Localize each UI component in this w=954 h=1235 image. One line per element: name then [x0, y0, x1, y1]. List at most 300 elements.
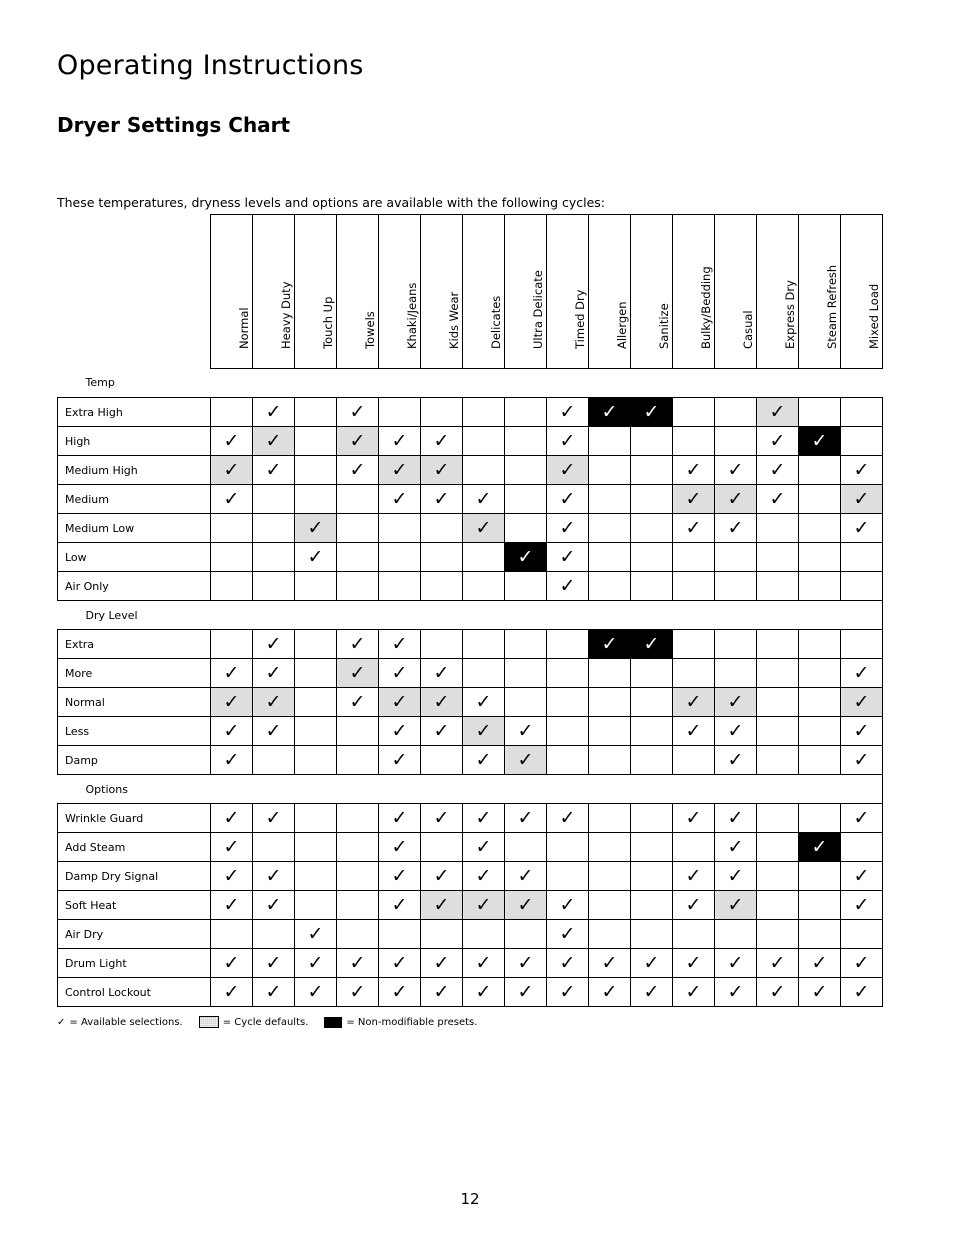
empty-cell: [547, 717, 589, 746]
check-icon: ✓: [475, 806, 492, 829]
empty-cell: [631, 746, 673, 775]
check-icon: ✓: [349, 458, 366, 481]
cycle-default-cell: [253, 688, 295, 717]
check-icon: ✓: [559, 806, 576, 829]
setting-label: More: [58, 659, 211, 688]
check-icon: ✓: [475, 487, 492, 510]
cycle-default-cell: [337, 659, 379, 688]
check-icon: ✓: [601, 980, 618, 1003]
available-cell: [379, 862, 421, 891]
available-cell: [211, 804, 253, 833]
available-cell: [715, 833, 757, 862]
check-icon: ✓: [727, 980, 744, 1003]
empty-cell: [379, 920, 421, 949]
available-cell: [715, 717, 757, 746]
available-cell: [379, 630, 421, 659]
empty-cell: [589, 485, 631, 514]
empty-cell: [841, 543, 883, 572]
table-row: [58, 514, 883, 543]
available-cell: [253, 978, 295, 1007]
check-icon: ✓: [475, 951, 492, 974]
available-cell: [253, 630, 295, 659]
setting-label: Extra High: [58, 398, 211, 427]
available-cell: [715, 949, 757, 978]
empty-cell: [841, 398, 883, 427]
check-icon: ✓: [349, 951, 366, 974]
empty-cell: [337, 804, 379, 833]
cycle-header: [505, 215, 547, 369]
empty-cell: [295, 688, 337, 717]
empty-cell: [421, 572, 463, 601]
section-label: Temp: [85, 376, 115, 390]
empty-cell: [547, 659, 589, 688]
check-icon: ✓: [559, 922, 576, 945]
cycle-label: Bulky/Bedding: [698, 266, 713, 349]
empty-cell: [505, 659, 547, 688]
check-icon: ✓: [853, 516, 870, 539]
setting-label: Normal: [58, 688, 211, 717]
empty-cell: [463, 398, 505, 427]
empty-cell: [253, 572, 295, 601]
empty-cell: [673, 398, 715, 427]
empty-cell: [757, 891, 799, 920]
check-icon: ✓: [475, 719, 492, 742]
cycle-header: [421, 215, 463, 369]
check-icon: ✓: [853, 748, 870, 771]
check-icon: ✓: [685, 806, 702, 829]
check-icon: ✓: [727, 748, 744, 771]
cycle-label: Timed Dry: [572, 289, 587, 349]
available-cell: [841, 978, 883, 1007]
available-cell: [463, 804, 505, 833]
empty-cell: [463, 572, 505, 601]
check-icon: ✓: [433, 661, 450, 684]
available-cell: [547, 514, 589, 543]
available-cell: [547, 572, 589, 601]
dryer-settings-table: [57, 214, 883, 1007]
empty-cell: [589, 862, 631, 891]
setting-label: Medium High: [58, 456, 211, 485]
empty-cell: [589, 688, 631, 717]
check-icon: ✓: [643, 632, 660, 655]
check-icon: ✓: [433, 719, 450, 742]
empty-cell: [589, 804, 631, 833]
setting-label: Medium Low: [58, 514, 211, 543]
cycle-header: [295, 215, 337, 369]
available-cell: [337, 949, 379, 978]
empty-cell: [715, 427, 757, 456]
check-icon: ✓: [349, 980, 366, 1003]
available-cell: [253, 398, 295, 427]
intro-text: These temperatures, dryness levels and options are available with the following cycles:: [57, 195, 606, 210]
cycle-header: [379, 215, 421, 369]
cycle-header: [589, 215, 631, 369]
section-header-row: [58, 601, 883, 630]
empty-cell: [463, 456, 505, 485]
available-cell: [421, 659, 463, 688]
check-icon: ✓: [517, 980, 534, 1003]
available-cell: [547, 543, 589, 572]
check-icon: ✓: [475, 980, 492, 1003]
check-icon: ✓: [853, 690, 870, 713]
empty-cell: [757, 717, 799, 746]
empty-cell: [505, 427, 547, 456]
empty-cell: [505, 398, 547, 427]
table-row: [58, 746, 883, 775]
table-row: [58, 543, 883, 572]
empty-cell: [337, 514, 379, 543]
available-cell: [421, 804, 463, 833]
available-cell: [799, 978, 841, 1007]
cycle-header: [673, 215, 715, 369]
available-cell: [379, 659, 421, 688]
available-cell: [379, 746, 421, 775]
cycle-header-row: [58, 215, 883, 369]
legend-defaults-label: = Cycle defaults.: [222, 1016, 309, 1028]
empty-cell: [715, 920, 757, 949]
available-cell: [379, 427, 421, 456]
available-cell: [715, 978, 757, 1007]
check-icon: ✓: [433, 487, 450, 510]
check-icon: ✓: [265, 400, 282, 423]
available-cell: [673, 891, 715, 920]
available-cell: [463, 485, 505, 514]
table-row: [58, 717, 883, 746]
cycle-default-swatch: [199, 1016, 219, 1028]
table-row: [58, 630, 883, 659]
available-cell: [547, 949, 589, 978]
check-icon: ✓: [265, 458, 282, 481]
empty-cell: [799, 891, 841, 920]
empty-cell: [211, 514, 253, 543]
setting-label: Medium: [58, 485, 211, 514]
empty-cell: [505, 920, 547, 949]
check-icon: ✓: [685, 690, 702, 713]
check-icon: ✓: [265, 864, 282, 887]
check-icon: ✓: [517, 806, 534, 829]
available-cell: [379, 485, 421, 514]
cycle-label: Mixed Load: [866, 283, 881, 349]
available-cell: [589, 978, 631, 1007]
empty-cell: [547, 630, 589, 659]
setting-label: Damp: [58, 746, 211, 775]
setting-label: Drum Light: [58, 949, 211, 978]
setting-label: Control Lockout: [58, 978, 211, 1007]
check-icon: ✓: [223, 661, 240, 684]
empty-cell: [295, 485, 337, 514]
setting-label: Air Only: [58, 572, 211, 601]
check-icon: ✓: [433, 429, 450, 452]
empty-cell: [421, 630, 463, 659]
check-icon: ✓: [433, 458, 450, 481]
check-icon: ✓: [559, 545, 576, 568]
empty-cell: [589, 543, 631, 572]
empty-cell: [337, 920, 379, 949]
empty-cell: [631, 920, 673, 949]
cycle-default-cell: [421, 456, 463, 485]
available-cell: [421, 978, 463, 1007]
check-icon: ✓: [433, 806, 450, 829]
cycle-header: [463, 215, 505, 369]
check-icon: ✓: [853, 893, 870, 916]
check-icon: ✓: [391, 487, 408, 510]
empty-cell: [631, 862, 673, 891]
section-header-row: [58, 775, 883, 804]
available-cell: [337, 978, 379, 1007]
table-row: [58, 398, 883, 427]
check-icon: ✓: [223, 748, 240, 771]
available-cell: [253, 717, 295, 746]
available-cell: [547, 920, 589, 949]
empty-cell: [547, 833, 589, 862]
empty-cell: [463, 630, 505, 659]
available-cell: [547, 804, 589, 833]
preset-cell: [631, 630, 673, 659]
available-cell: [841, 514, 883, 543]
empty-cell: [673, 630, 715, 659]
empty-cell: [295, 862, 337, 891]
available-cell: [547, 398, 589, 427]
available-cell: [841, 456, 883, 485]
cycle-label: Normal: [236, 307, 251, 349]
cycle-header: [715, 215, 757, 369]
empty-cell: [841, 427, 883, 456]
cycle-label: Touch Up: [320, 296, 335, 349]
check-icon: ✓: [433, 864, 450, 887]
cycle-default-cell: [421, 688, 463, 717]
check-icon: ✓: [559, 574, 576, 597]
empty-cell: [631, 485, 673, 514]
check-icon: ✓: [475, 864, 492, 887]
empty-cell: [379, 572, 421, 601]
setting-label: Air Dry: [58, 920, 211, 949]
cycle-default-cell: [295, 514, 337, 543]
setting-label: Low: [58, 543, 211, 572]
setting-label: High: [58, 427, 211, 456]
empty-cell: [421, 543, 463, 572]
preset-cell: [505, 543, 547, 572]
check-icon: ✓: [685, 864, 702, 887]
empty-cell: [757, 833, 799, 862]
empty-cell: [631, 804, 673, 833]
available-cell: [463, 746, 505, 775]
available-cell: [211, 746, 253, 775]
available-cell: [421, 427, 463, 456]
empty-cell: [631, 514, 673, 543]
available-cell: [295, 920, 337, 949]
check-icon: ✓: [223, 951, 240, 974]
available-cell: [673, 804, 715, 833]
empty-cell: [799, 485, 841, 514]
empty-cell: [589, 891, 631, 920]
cycle-default-cell: [715, 891, 757, 920]
empty-cell: [295, 427, 337, 456]
empty-cell: [589, 920, 631, 949]
check-icon: ✓: [559, 980, 576, 1003]
empty-cell: [337, 862, 379, 891]
empty-cell: [589, 659, 631, 688]
check-icon: ✓: [265, 661, 282, 684]
table-row: [58, 688, 883, 717]
check-icon: ✓: [307, 545, 324, 568]
empty-cell: [799, 804, 841, 833]
empty-cell: [757, 543, 799, 572]
empty-cell: [295, 833, 337, 862]
section-spacer: [211, 601, 883, 630]
check-icon: ✓: [853, 719, 870, 742]
check-icon: ✓: [559, 516, 576, 539]
empty-cell: [295, 630, 337, 659]
setting-label: Wrinkle Guard: [58, 804, 211, 833]
empty-cell: [799, 398, 841, 427]
available-cell: [421, 949, 463, 978]
check-icon: ✓: [643, 400, 660, 423]
available-cell: [715, 746, 757, 775]
empty-cell: [589, 514, 631, 543]
empty-cell: [799, 688, 841, 717]
check-icon: ✓: [223, 806, 240, 829]
available-cell: [589, 949, 631, 978]
empty-cell: [379, 514, 421, 543]
check-icon: ✓: [727, 951, 744, 974]
empty-cell: [757, 659, 799, 688]
table-row: [58, 456, 883, 485]
available-cell: [505, 717, 547, 746]
empty-cell: [421, 833, 463, 862]
check-icon: ✓: [349, 690, 366, 713]
check-icon: ✓: [391, 980, 408, 1003]
available-cell: [631, 949, 673, 978]
cycle-header: [211, 215, 253, 369]
available-cell: [211, 427, 253, 456]
available-cell: [295, 949, 337, 978]
cycle-header: [631, 215, 673, 369]
empty-cell: [253, 920, 295, 949]
available-cell: [841, 862, 883, 891]
empty-cell: [673, 833, 715, 862]
check-icon: ✓: [685, 951, 702, 974]
preset-cell: [589, 398, 631, 427]
empty-cell: [211, 630, 253, 659]
available-cell: [757, 978, 799, 1007]
available-cell: [337, 688, 379, 717]
section-label: Options: [85, 782, 128, 796]
preset-cell: [631, 398, 673, 427]
empty-cell: [253, 543, 295, 572]
check-icon: ✓: [391, 661, 408, 684]
cycle-label: Ultra Delicate: [530, 270, 545, 349]
available-cell: [547, 427, 589, 456]
check-icon: ✓: [517, 951, 534, 974]
cycle-label: Delicates: [488, 295, 503, 349]
empty-cell: [757, 862, 799, 891]
available-cell: [673, 862, 715, 891]
cycle-default-cell: [715, 485, 757, 514]
check-icon: ✓: [727, 487, 744, 510]
cycle-default-cell: [211, 688, 253, 717]
available-cell: [715, 804, 757, 833]
check-icon: ✓: [559, 429, 576, 452]
available-cell: [799, 949, 841, 978]
available-cell: [715, 862, 757, 891]
empty-cell: [673, 572, 715, 601]
preset-cell: [799, 833, 841, 862]
cycle-label: Casual: [740, 310, 755, 349]
cycle-default-cell: [547, 456, 589, 485]
setting-label: Extra: [58, 630, 211, 659]
check-icon: ✓: [475, 748, 492, 771]
available-cell: [463, 862, 505, 891]
empty-cell: [295, 572, 337, 601]
available-cell: [253, 659, 295, 688]
available-cell: [757, 949, 799, 978]
check-icon: ✓: [517, 864, 534, 887]
check-icon: ✓: [643, 980, 660, 1003]
check-icon: ✓: [685, 487, 702, 510]
empty-cell: [589, 427, 631, 456]
empty-cell: [799, 862, 841, 891]
available-cell: [841, 746, 883, 775]
check-icon: ✓: [433, 951, 450, 974]
cycle-label: Steam Refresh: [824, 264, 839, 349]
check-icon: ✓: [223, 864, 240, 887]
check-icon: ✓: [769, 458, 786, 481]
check-icon: ✓: [853, 661, 870, 684]
available-cell: [421, 485, 463, 514]
available-cell: [757, 485, 799, 514]
check-icon: ✓: [57, 1016, 66, 1028]
check-icon: ✓: [391, 429, 408, 452]
empty-cell: [631, 659, 673, 688]
available-cell: [253, 891, 295, 920]
available-cell: [673, 949, 715, 978]
check-icon: ✓: [643, 951, 660, 974]
check-icon: ✓: [811, 980, 828, 1003]
check-icon: ✓: [727, 893, 744, 916]
check-icon: ✓: [811, 951, 828, 974]
table-row: [58, 891, 883, 920]
cycle-default-cell: [757, 398, 799, 427]
check-icon: ✓: [727, 719, 744, 742]
empty-cell: [799, 920, 841, 949]
empty-cell: [337, 891, 379, 920]
empty-cell: [715, 659, 757, 688]
empty-cell: [211, 572, 253, 601]
empty-cell: [757, 572, 799, 601]
preset-swatch: [324, 1017, 342, 1028]
empty-cell: [253, 485, 295, 514]
empty-cell: [337, 717, 379, 746]
check-icon: ✓: [265, 951, 282, 974]
empty-cell: [631, 688, 673, 717]
available-cell: [211, 659, 253, 688]
empty-cell: [379, 398, 421, 427]
check-icon: ✓: [475, 516, 492, 539]
empty-cell: [337, 572, 379, 601]
check-icon: ✓: [391, 719, 408, 742]
empty-cell: [295, 456, 337, 485]
empty-cell: [505, 572, 547, 601]
available-cell: [211, 862, 253, 891]
available-cell: [211, 978, 253, 1007]
check-icon: ✓: [517, 893, 534, 916]
check-icon: ✓: [559, 400, 576, 423]
empty-cell: [589, 572, 631, 601]
empty-cell: [631, 456, 673, 485]
check-icon: ✓: [727, 835, 744, 858]
empty-cell: [715, 398, 757, 427]
empty-cell: [211, 920, 253, 949]
